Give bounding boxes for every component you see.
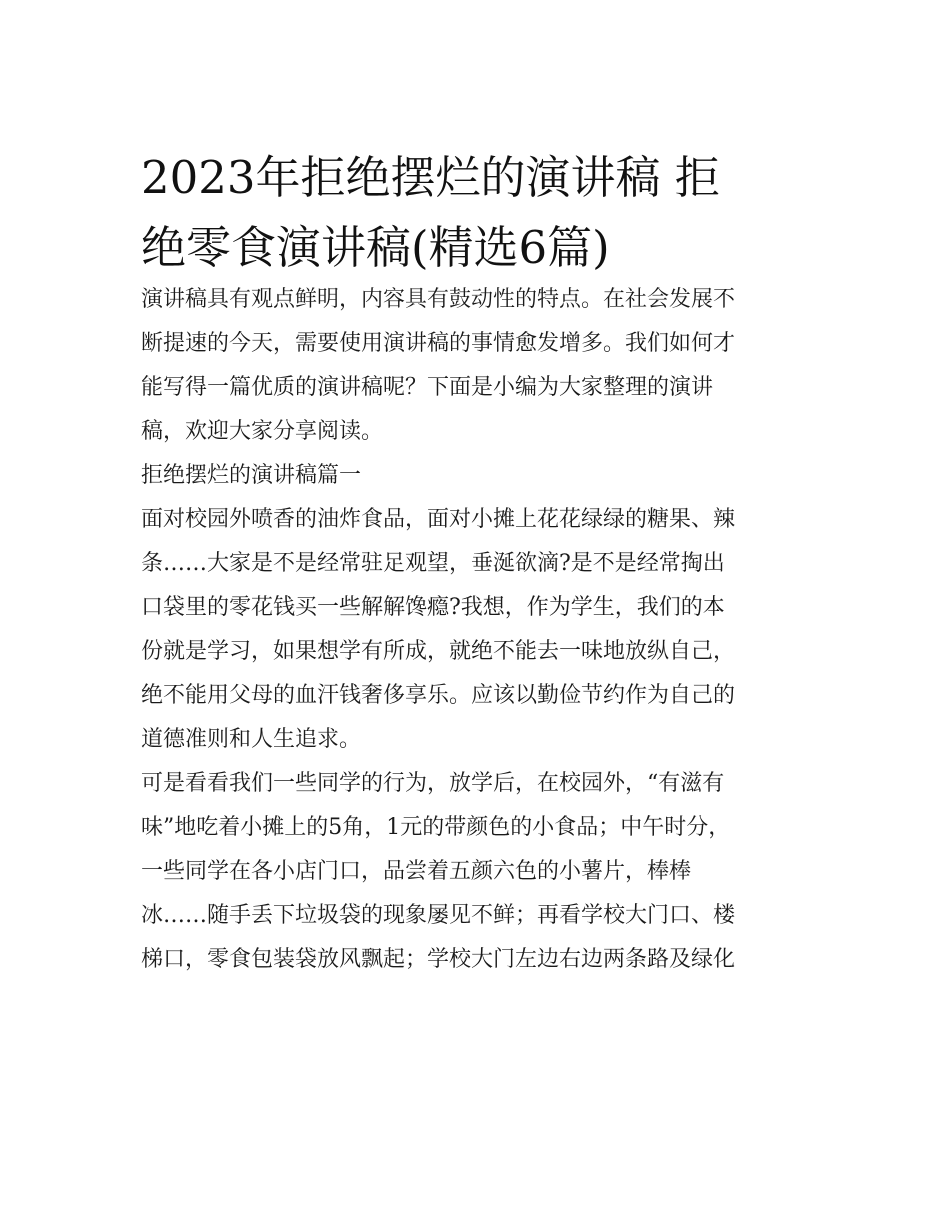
text-line: 冰……随手丢下垃圾袋的现象屡见不鲜；再看学校大门口、楼 [141, 903, 736, 928]
text-line: 稿，欢迎大家分享阅读。 [141, 419, 384, 444]
text-line: 味”地吃着小摊上的5角，1元的带颜色的小食品；中午时分， [141, 815, 731, 840]
text-line: 面对校园外喷香的油炸食品，面对小摊上花花绿绿的糖果、辣 [141, 507, 736, 532]
text-line: 能写得一篇优质的演讲稿呢？下面是小编为大家整理的演讲 [141, 375, 714, 400]
text-line: 份就是学习，如果想学有所成，就绝不能去一味地放纵自己， [141, 639, 736, 664]
section-heading [141, 454, 821, 498]
title-line-1: 2023年拒绝摆烂的演讲稿 拒 [141, 151, 720, 205]
intro-paragraph [141, 278, 821, 454]
body-paragraph [141, 498, 821, 762]
text-line: 演讲稿具有观点鲜明，内容具有鼓动性的特点。在社会发展不 [141, 287, 736, 312]
text-line: 一些同学在各小店门口，品尝着五颜六色的小薯片，棒棒 [141, 859, 692, 884]
text-line: 条……大家是不是经常驻足观望，垂涎欲滴?是不是经常掏出 [141, 551, 725, 576]
text-line: 绝不能用父母的血汗钱奢侈享乐。应该以勤俭节约作为自己的 [141, 683, 736, 708]
body-paragraph [141, 762, 821, 982]
text-line: 拒绝摆烂的演讲稿篇一 [141, 463, 362, 488]
text-line: 可是看看我们一些同学的行为，放学后，在校园外，“有滋有 [141, 771, 725, 796]
document-body [141, 278, 821, 982]
text-line: 道德准则和人生追求。 [141, 727, 362, 752]
title-line-2: 绝零食演讲稿(精选6篇) [141, 221, 610, 275]
text-line: 梯口，零食包装袋放风飘起；学校大门左边右边两条路及绿化 [141, 947, 736, 972]
document-title [141, 143, 821, 283]
text-line: 断提速的今天，需要使用演讲稿的事情愈发增多。我们如何才 [141, 331, 736, 356]
text-line: 口袋里的零花钱买一些解解馋瘾?我想，作为学生，我们的本 [141, 595, 725, 620]
